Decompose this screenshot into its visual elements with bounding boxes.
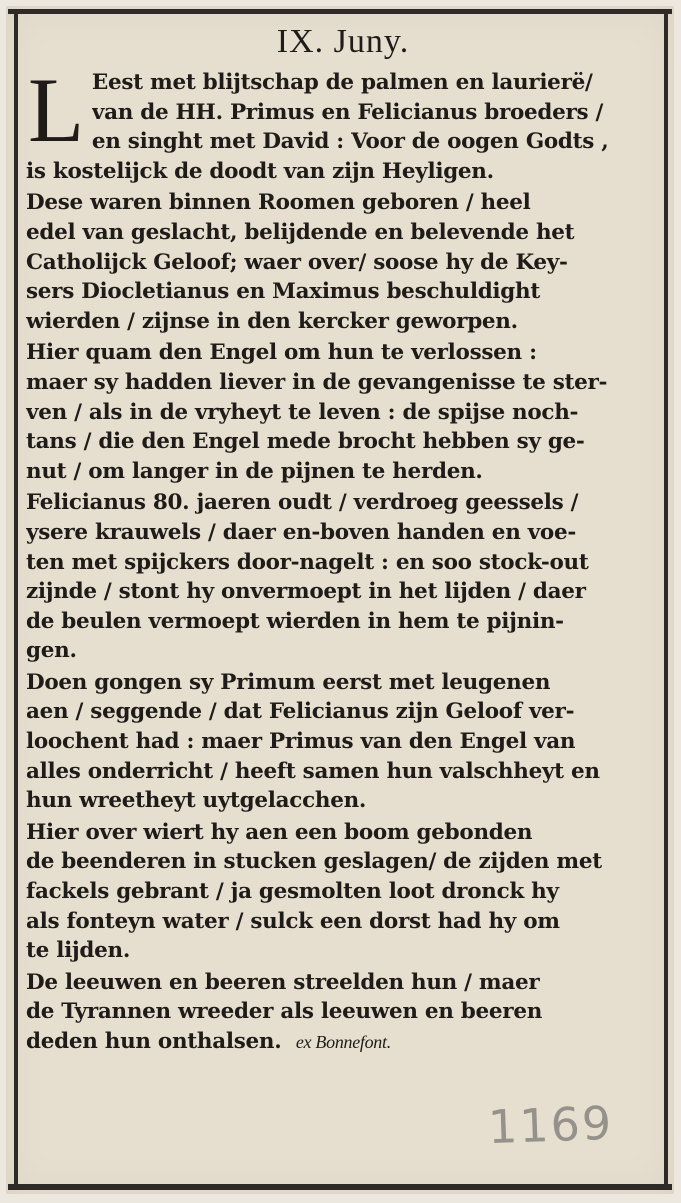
paragraph [26,668,660,816]
text-line: de Tyrannen wreeder als leeuwen en beeren [26,999,543,1025]
text-line: ten met spijckers door-nagelt : en soo stock-out [26,549,589,575]
text-line: maer sy hadden liever in de gevangenisse te ster- [26,369,608,395]
text-line: tans / die den Engel mede brocht hebben sy ge- [26,429,585,455]
paragraph [26,59,660,186]
border-rule-left [14,14,18,1186]
text-line: De leeuwen en beeren streelden hun / maer [26,969,540,995]
border-rule-bottom [8,1184,672,1190]
text-line: de beulen vermoept wierden in hem te pijnin- [26,608,564,634]
text-line: sers Diocletianus en Maximus beschuldight [26,279,540,305]
text-line: Dese waren binnen Roomen geboren / heel [26,190,531,216]
drop-cap: L [28,59,84,161]
text-line: Hier quam den Engel om hun te verlossen : [26,340,537,366]
text-line-end: deden hun onthalsen. [26,1029,282,1054]
text-line: gen. [26,638,77,664]
text-line: aen / seggende / dat Felicianus zijn Geloof ver- [26,699,575,725]
text-line [26,1027,660,1058]
text-line: te lijden. [26,938,131,964]
border-rule-right [664,14,668,1186]
paragraph [26,968,660,1058]
text-line: de beenderen in stucken geslagen/ de zijden met [26,849,602,875]
archive-number: 1169 [487,1095,614,1155]
text-line: Eest met blijtschap de palmen en laurierë/ [91,70,593,95]
text-line: edel van geslacht, belijdende en belevende het [26,219,575,245]
text-line: is kostelijck de doodt van zijn Heyligen. [26,158,494,184]
text-line: hun wreetheyt uytgelacchen. [26,788,367,814]
text-line: fackels gebrant / ja gesmolten loot dronck hy [26,879,559,905]
text-line: zijnde / stont hy onvermoept in het lijden / daer [26,579,586,605]
date-heading: IX. Juny. [276,23,410,60]
paragraph [26,488,660,666]
text-line: Felicianus 80. jaeren oudt / verdroeg geessels / [26,490,579,516]
text-line: loochent had : maer Primus van den Engel van [26,729,576,755]
border-rule-top [8,9,672,14]
paragraph [26,338,660,486]
text-line: Catholijck Geloof; waer over/ soose hy de Key- [26,249,568,275]
text-line: Doen gongen sy Primum eerst met leugenen [26,669,551,695]
text-line: wierden / zijnse in den kercker geworpen. [26,308,518,334]
text-line: alles onderricht / heeft samen hun valschheyt en [26,758,600,784]
paragraph [26,188,660,336]
source-note: ex Bonnefont. [295,1032,391,1052]
text-line: ven / als in de vryheyt te leven : de spijse noch- [26,399,579,425]
paragraph [26,818,660,966]
text-line: Hier over wiert hy aen een boom gebonden [26,819,533,845]
text-block [26,22,660,1060]
text-line: van de HH. Primus en Felicianus broeders / [91,99,604,125]
text-line: nut / om langer in de pijnen te herden. [26,458,483,484]
text-line: ysere krauwels / daer en-boven handen en voe- [26,519,576,545]
text-line: en singht met David : Voor de oogen Godts , [91,129,609,155]
text-line: als fonteyn water / sulck een dorst had hy om [26,908,560,934]
